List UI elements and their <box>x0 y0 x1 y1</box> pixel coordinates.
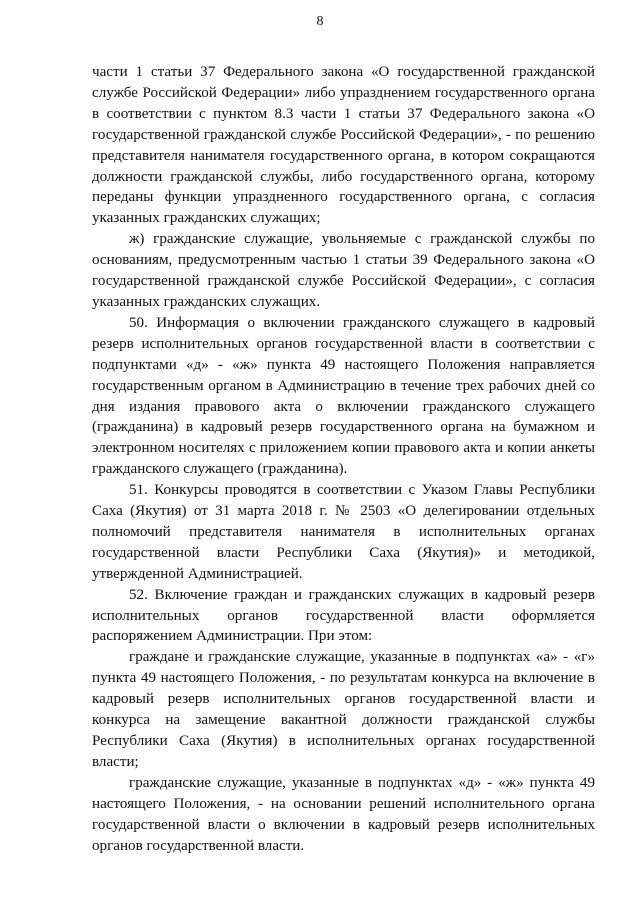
paragraph-clause-52-item-2: гражданские служащие, указанные в подпунктах «д» - «ж» пункта 49 настоящего Положения, - на основании решений исполнительного органа государственной власти о включении в кадровый резерв исполнительных органов государственной власти. <box>92 774 595 854</box>
paragraph-subitem-zh: ж) гражданские служащие, увольняемые с гражданской службы по основаниям, предусмотренным частью 1 статьи 39 Федерального закона «О государственной гражданской службе Российской Федерации», с согласия указанных гражданских служащих. <box>92 231 595 310</box>
paragraph-clause-50: 50. Информация о включении гражданского служащего в кадровый резерв исполнительных органов государственной власти в соответствии с подпунктами «д» - «ж» пункта 49 настоящего Положения направляется государственным органом в Администрацию в течение трех рабочих дней со дня издания правового акта о включении гражданского служащего (гражданина) в кадровый резерв государственного органа на бумажном и электронном носителях с приложением копии правового акта и копии анкеты гражданского служащего (гражданина). <box>92 314 595 478</box>
paragraph-clause-52-item-1: граждане и гражданские служащие, указанные в подпунктах «а» - «г» пункта 49 настоящего Положения, - по результатам конкурса на включение в кадровый резерв исполнительных органов государственной власти и конкурса на замещение вакантной должности гражданской службы Республики Саха (Якутия) в исполнительных органах государственной власти; <box>92 649 595 770</box>
paragraph-clause-51: 51. Конкурсы проводятся в соответствии с Указом Главы Республики Саха (Якутия) от 31 марта 2018 г. № 2503 «О делегировании отдельных полномочий представителя нанимателя в исполнительных органах государственной власти Республики Саха (Якутия)» и методикой, утвержденной Администрацией. <box>92 482 595 582</box>
page-number: 8 <box>316 14 324 29</box>
document-body <box>92 62 595 856</box>
paragraph-clause-52: 52. Включение граждан и гражданских служащих в кадровый резерв исполнительных органов государственной власти оформляется распоряжением Администрации. При этом: <box>92 586 595 645</box>
paragraph-continuation: части 1 статьи 37 Федерального закона «О государственной гражданской службе Российской Федерации» либо упразднением государственного органа в соответствии с пунктом 8.3 части 1 статьи 37 Федерального закона «О государственной гражданской службе Российской Федерации», - по решению представителя нанимателя государственного органа, в котором сокращаются должности гражданской службы, либо государственного органа, которому переданы функции упраздненного государственного органа, с согласия указанных гражданских служащих; <box>92 64 595 227</box>
